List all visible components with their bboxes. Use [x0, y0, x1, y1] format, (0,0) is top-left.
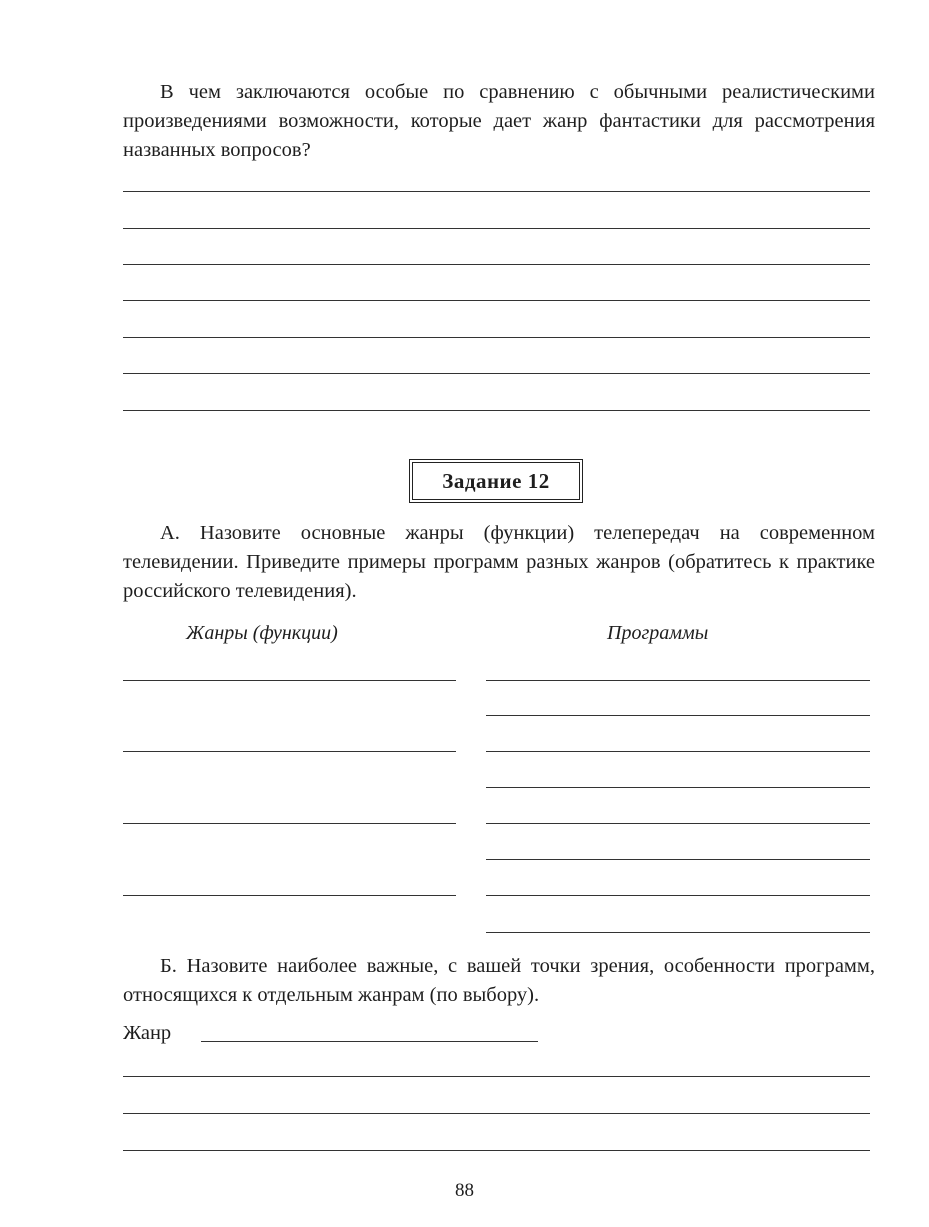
answer-line[interactable] [123, 1076, 870, 1077]
answer-line[interactable] [123, 1113, 870, 1114]
answer-line[interactable] [123, 373, 870, 374]
genre-input-line[interactable] [201, 1041, 538, 1042]
program-answer-line[interactable] [486, 932, 870, 933]
answer-line[interactable] [123, 337, 870, 338]
program-answer-line[interactable] [486, 680, 870, 681]
task-title-box [412, 462, 580, 500]
question-intro-text: В чем заключаются особые по сравнению с обычными реалистическими произведениями возможности, которые дает жанр фантастики для рассмотрения названных вопросов? [123, 81, 875, 161]
page-number: 88 [455, 1180, 474, 1201]
program-answer-line[interactable] [486, 787, 870, 788]
answer-line[interactable] [123, 300, 870, 301]
answer-line[interactable] [123, 410, 870, 411]
program-answer-line[interactable] [486, 895, 870, 896]
genre-answer-line[interactable] [123, 751, 456, 752]
genres-column-header: Жанры (функции) [186, 622, 338, 644]
part-a-text: А. Назовите основные жанры (функции) телепередач на современном телевидении. Приведите примеры программ разных жанров (обратитесь к практике российского телевидения). [123, 522, 875, 602]
genre-answer-line[interactable] [123, 823, 456, 824]
genre-label: Жанр [123, 1022, 172, 1044]
part-b-text: Б. Назовите наиболее важные, с вашей точки зрения, особенности программ, относящихся к отдельным жанрам (по выбору). [123, 955, 875, 1006]
program-answer-line[interactable] [486, 715, 870, 716]
programs-column-header: Программы [607, 622, 709, 644]
task-title: Задание 12 [442, 468, 550, 493]
program-answer-line[interactable] [486, 751, 870, 752]
answer-line[interactable] [123, 1150, 870, 1151]
program-answer-line[interactable] [486, 859, 870, 860]
genre-answer-line[interactable] [123, 680, 456, 681]
program-answer-line[interactable] [486, 823, 870, 824]
answer-line[interactable] [123, 191, 870, 192]
answer-line[interactable] [123, 264, 870, 265]
genre-answer-line[interactable] [123, 895, 456, 896]
answer-line[interactable] [123, 228, 870, 229]
